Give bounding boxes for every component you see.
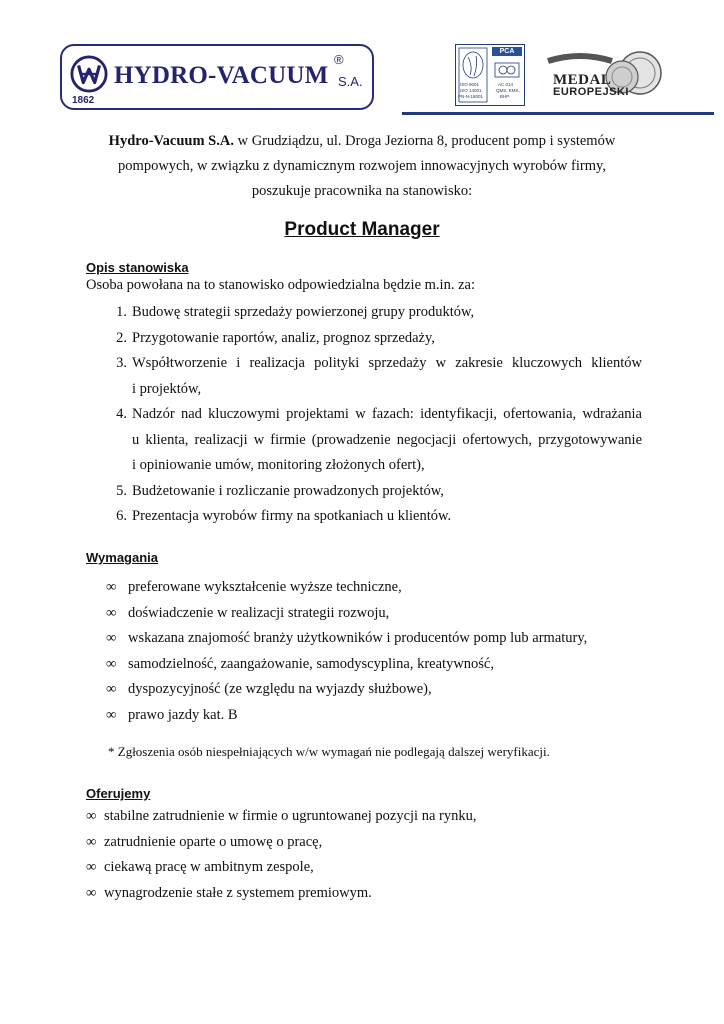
- hydro-vacuum-emblem-icon: [70, 55, 108, 93]
- infinity-bullet-icon: ∞: [106, 655, 117, 672]
- infinity-bullet-icon: ∞: [106, 706, 117, 723]
- list-item-text: preferowane wykształcenie wyższe techniczne,: [128, 579, 402, 595]
- infinity-bullet-icon: ∞: [106, 681, 117, 697]
- logo-year: 1862: [72, 95, 95, 106]
- intro-line-2: pompowych, w związku z dynamicznym rozwojem innowacyjnych wyrobów firmy,: [118, 158, 606, 174]
- list-item: [86, 855, 476, 881]
- list-item: [106, 652, 587, 678]
- section-heading-wymagania: Wymagania: [86, 550, 159, 565]
- infinity-bullet-icon: ∞: [86, 808, 97, 824]
- list-item-text: samodzielność, zaangażowanie, samodyscyplina, kreatywność,: [128, 655, 494, 672]
- responsibilities-list: [86, 300, 642, 530]
- cert-right-line-1: AC 014: [498, 82, 514, 87]
- list-item-number: 3.: [116, 355, 127, 371]
- list-item-text: Budowę strategii sprzedaży powierzonej grupy produktów,: [132, 304, 475, 320]
- list-item: [86, 300, 642, 326]
- cert-line-1: ISO 9001: [460, 82, 480, 87]
- list-item-text: [128, 402, 642, 479]
- intro-line-1-rest: w Grudziądzu, ul. Droga Jeziorna 8, producent pomp i systemów: [233, 133, 616, 149]
- requirements-note: * Zgłoszenia osób niespełniających w/w wymagań nie podlegają dalszej weryfikacji.: [108, 744, 550, 759]
- infinity-bullet-icon: ∞: [106, 630, 117, 646]
- list-item-text: Przygotowanie raportów, analiz, prognoz sprzedaży,: [132, 329, 435, 346]
- list-item: [106, 626, 587, 652]
- list-item-number: 1.: [116, 304, 127, 320]
- list-item-line: u klienta, realizacji w firmie (prowadzenie negocjacji ofertowych, przygotowywanie: [132, 431, 642, 448]
- section-heading-opis: Opis stanowiska: [86, 260, 189, 275]
- infinity-bullet-icon: ∞: [86, 833, 97, 850]
- list-item-line: Współtworzenie i realizacja polityki sprzedaży w zakresie kluczowych klientów: [132, 355, 642, 371]
- list-item: [106, 703, 587, 729]
- list-item-text: Budżetowanie i rozliczanie prowadzonych projektów,: [132, 482, 444, 499]
- logo-registered-mark: ®: [334, 52, 344, 67]
- infinity-bullet-icon: ∞: [106, 604, 117, 621]
- list-item-text: doświadczenie w realizacji strategii rozwoju,: [128, 604, 390, 621]
- list-item: [86, 402, 642, 479]
- cert-right-line-2: QMS, EMS,: [496, 88, 520, 93]
- list-item-text: stabilne zatrudnienie w firmie o ugruntowanej pozycji na rynku,: [104, 808, 477, 824]
- cert-line-3: PN-N-18001: [458, 94, 484, 99]
- logo-name: HYDRO-VACUUM: [114, 62, 329, 89]
- company-name: Hydro-Vacuum S.A.: [108, 133, 234, 149]
- company-logo: [60, 44, 374, 110]
- intro-line-3: poszukuje pracownika na stanowisko:: [251, 183, 473, 199]
- list-item: [106, 575, 587, 601]
- intro-paragraph: [70, 129, 654, 204]
- list-item-text: dyspozycyjność (ze względu na wyjazdy służbowe),: [128, 681, 432, 697]
- list-item: [86, 326, 642, 352]
- medal-label: MEDAL: [553, 72, 612, 88]
- list-item-text: ciekawą pracę w ambitnym zespole,: [104, 859, 314, 876]
- list-item-text: zatrudnienie oparte o umowę o pracę,: [104, 833, 323, 850]
- list-item-line: Nadzór nad kluczowymi projektami w fazach: identyfikacji, ofertowania, wdrażania: [132, 406, 642, 422]
- list-item: [86, 504, 642, 530]
- list-item-text: wynagrodzenie stałe z systemem premiowym.: [104, 885, 372, 902]
- section-heading-oferujemy: Oferujemy: [86, 786, 151, 801]
- header-divider: [402, 112, 714, 115]
- list-item: [86, 881, 476, 907]
- intro-line-1: [70, 129, 654, 154]
- list-item-text: [128, 351, 642, 402]
- list-item-text: prawo jazdy kat. B: [128, 706, 238, 723]
- certification-badge: [455, 44, 525, 106]
- list-item: [86, 351, 642, 402]
- list-item-line: i projektów,: [132, 380, 202, 397]
- infinity-bullet-icon: ∞: [86, 885, 97, 902]
- cert-line-2: ISO 14001: [460, 88, 482, 93]
- list-item-number: 5.: [116, 482, 127, 499]
- opis-lead: Osoba powołana na to stanowisko odpowiedzialna będzie m.in. za:: [86, 277, 475, 293]
- list-item: [86, 830, 476, 856]
- list-item-number: 6.: [116, 508, 127, 524]
- list-item: [106, 677, 587, 703]
- list-item-line: i opiniowanie umów, monitoring złożonych ofert),: [132, 457, 425, 473]
- logo-suffix: S.A.: [338, 74, 363, 89]
- list-item: [86, 804, 476, 830]
- offer-list: [86, 804, 476, 907]
- infinity-bullet-icon: ∞: [106, 579, 117, 595]
- medal-sublabel: EUROPEJSKI: [553, 86, 629, 98]
- list-item-number: 4.: [116, 406, 127, 422]
- pca-badge: PCA: [492, 47, 522, 56]
- cert-right-line-3: BHP: [500, 94, 510, 99]
- list-item-text: Prezentacja wyrobów firmy na spotkaniach u klientów.: [132, 508, 452, 524]
- list-item: [106, 601, 587, 627]
- requirements-list: [106, 575, 587, 728]
- list-item-text: wskazana znajomość branży użytkowników i producentów pomp lub armatury,: [128, 630, 588, 646]
- list-item-number: 2.: [116, 329, 127, 346]
- infinity-bullet-icon: ∞: [86, 859, 97, 876]
- list-item: [86, 479, 642, 505]
- page-title: Product Manager: [284, 219, 440, 240]
